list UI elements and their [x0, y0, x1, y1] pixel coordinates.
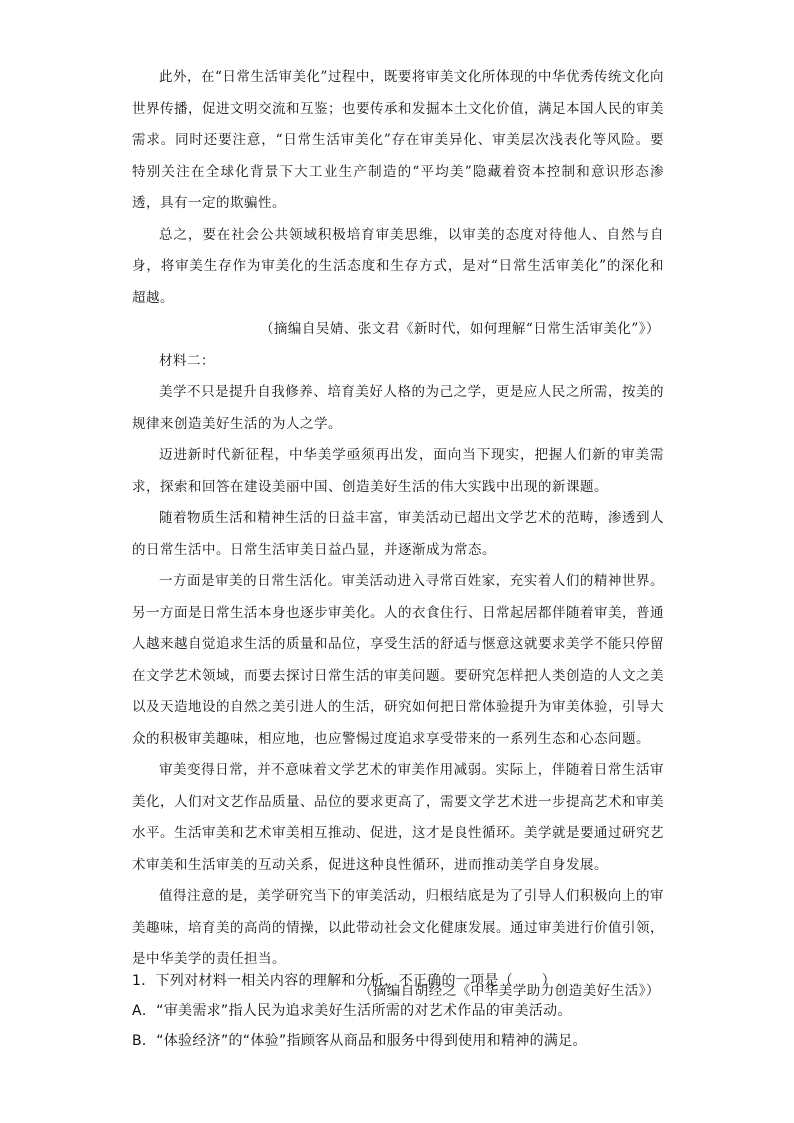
material2-source: （摘编自胡经之《中华美学助力创造美好生活》） [358, 982, 660, 999]
question-block [132, 966, 692, 1056]
material2-paragraph-6: 值得注意的是，美学研究当下的审美活动，归根结底是为了引导人们积极向上的审美趣味，培育美的高尚的情操，以此带动社会文化健康发展。通过审美进行价值引领，是中华美学的责任担当。 [132, 888, 664, 967]
material1-paragraph-1: 此外，在“日常生活审美化”过程中，既要将审美文化所体现的中华优秀传统文化向世界传播，促进文明交流和互鉴；也要传承和发掘本土文化价值，满足本国人民的审美需求。同时还要注意，“日常生活审美化”存在审美异化、审美层次浅表化等风险。要特别关注在全球化背景下大工业生产制造的“平均美”隐藏着资本控制和意识形态渗透，具有一定的欺骗性。 [132, 69, 664, 211]
material1-source: （摘编自吴婧、张文君《新时代，如何理解“日常生活审美化”》） [259, 321, 660, 337]
document-content [132, 62, 664, 1007]
material2-heading: 材料二： [159, 352, 215, 369]
material2-paragraph-5: 审美变得日常，并不意味着文学艺术的审美作用减弱。实际上，伴随着日常生活审美化，人们对文艺作品质量、品位的要求更高了，需要文学艺术进一步提高艺术和审美水平。生活审美和艺术审美相互推动、促进，这才是良性循环。美学就是要通过研究艺术审美和生活审美的互动关系，促进这种良性循环，进而推动美学自身发展。 [132, 762, 664, 873]
option-a: A．“审美需求”指人民为追求美好生活所需的对艺术作品的审美活动。 [132, 1003, 572, 1019]
option-b: B．“体验经济”的“体验”指顾客从商品和服务中得到使用和精神的满足。 [132, 1033, 587, 1049]
material1-paragraph-2: 总之，要在社会公共领域积极培育审美思维，以审美的态度对待他人、自然与自身，将审美生存作为审美化的生活态度和生存方式，是对“日常生活审美化”的深化和超越。 [132, 226, 664, 306]
material2-paragraph-2: 迈进新时代新征程，中华美学亟须再出发，面向当下现实，把握人们新的审美需求，探索和回答在建设美丽中国、创造美好生活的伟大实践中出现的新课题。 [132, 447, 664, 495]
material2-paragraph-1: 美学不只是提升自我修养、培育美好人格的为己之学，更是应人民之所需，按美的规律来创造美好生活的为人之学。 [132, 384, 664, 432]
material2-paragraph-3: 随着物质生活和精神生活的日益丰富，审美活动已超出文学艺术的范畴，渗透到人的日常生活中。日常生活审美日益凸显，并逐渐成为常态。 [132, 510, 664, 558]
question-stem: 1．下列对材料一相关内容的理解和分析，不正确的一项是（ ） [132, 973, 556, 989]
material2-paragraph-4: 一方面是审美的日常生活化。审美活动进入寻常百姓家，充实着人们的精神世界。另一方面是日常生活本身也逐步审美化。人的衣食住行、日常起居都伴随着审美，普通人越来越自觉追求生活的质量和品位，享受生活的舒适与惬意这就要求美学不能只停留在文学艺术领域，而要去探讨日常生活的审美问题。要研究怎样把人类创造的人文之美以及天造地设的自然之美引进人的生活，研究如何把日常体验提升为审美体验，引导大众的积极审美趣味，相应地，也应警惕过度追求享受带来的一系列生态和心态问题。 [132, 573, 664, 747]
